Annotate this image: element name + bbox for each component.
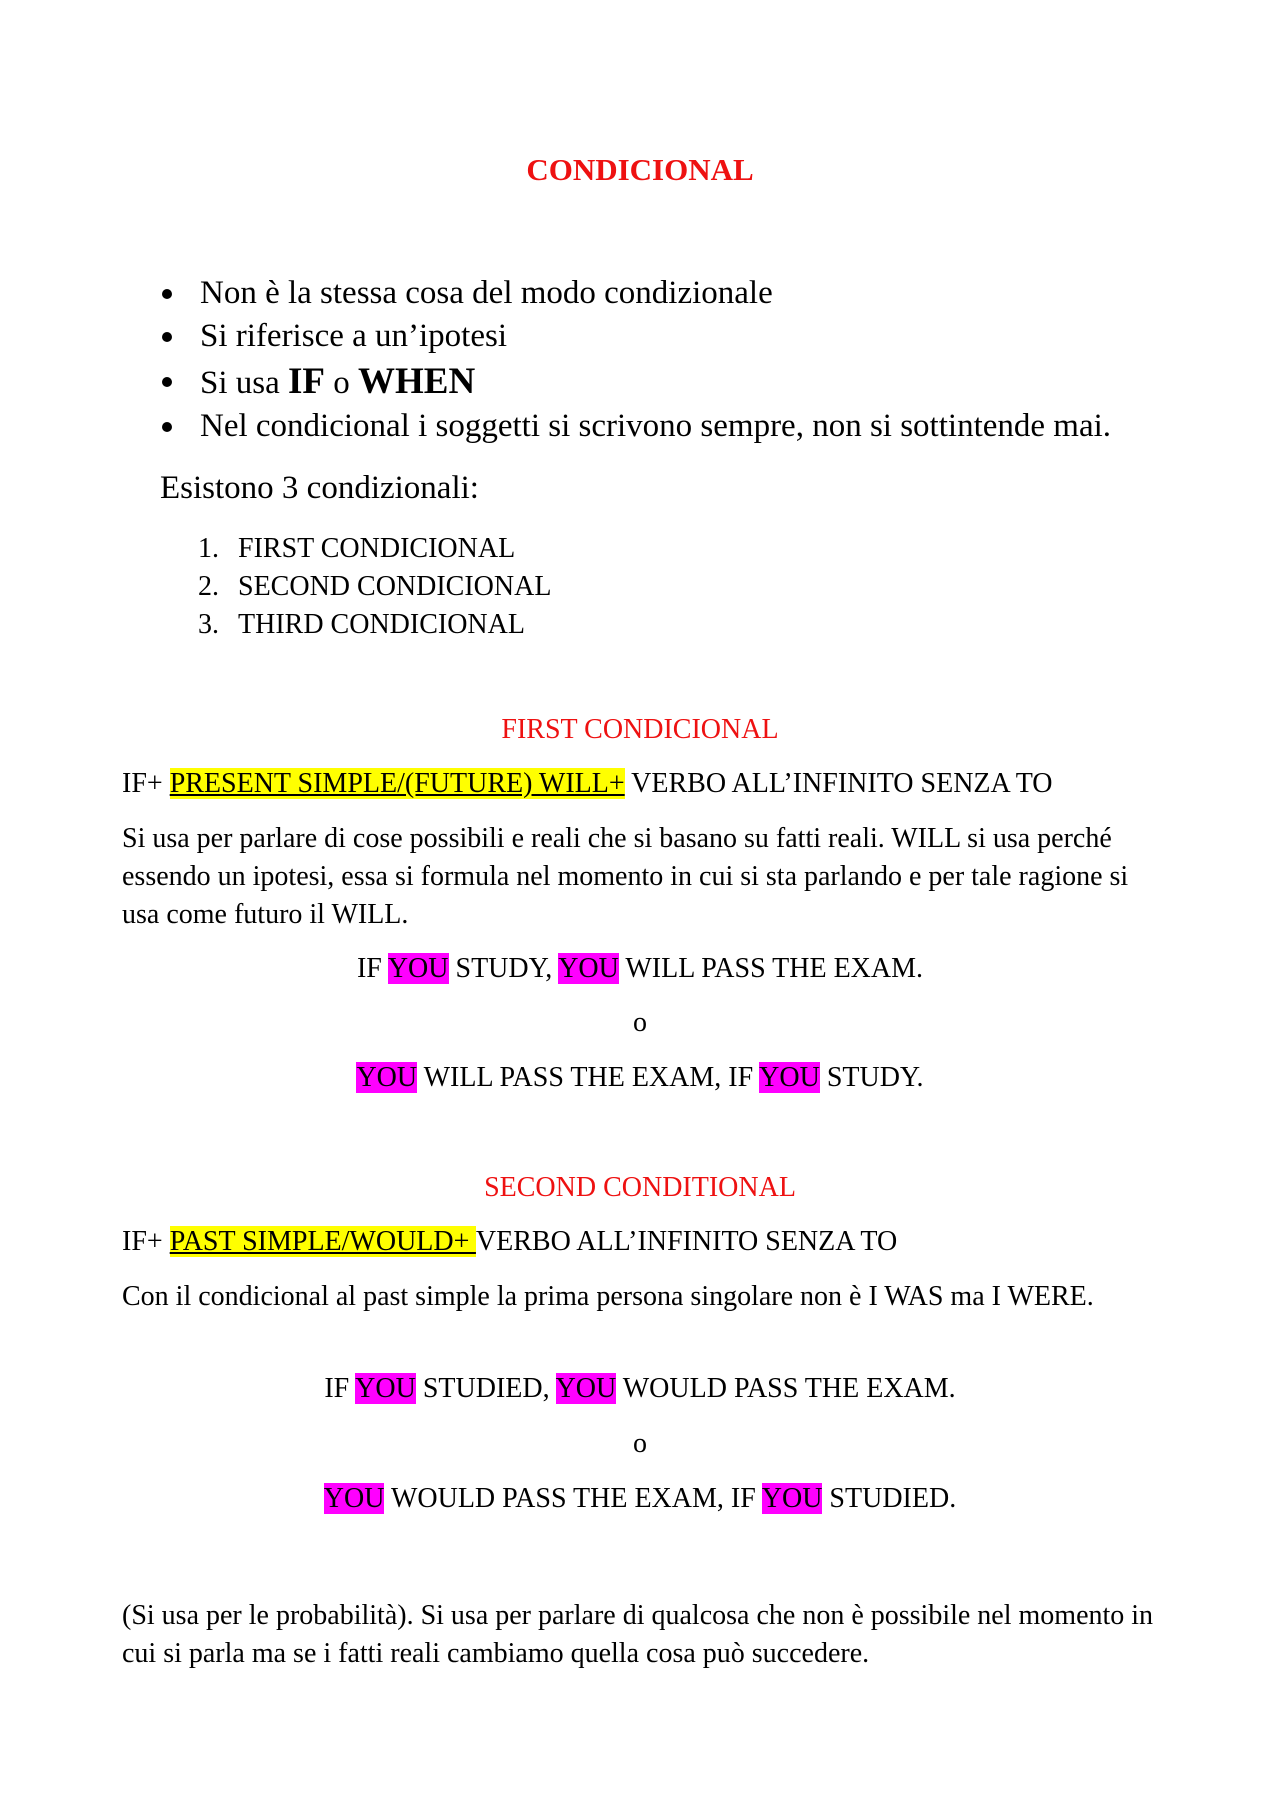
example-text: IF (356, 953, 388, 984)
list-item (0, 606, 551, 644)
subject-highlight: YOU (558, 953, 619, 984)
subject-highlight: YOU (355, 1373, 416, 1404)
formula-suffix: VERBO ALL’INFINITO SENZA TO (624, 768, 1053, 799)
bullet-text: Si usa (200, 365, 289, 401)
example-text: WOULD PASS THE EXAM. (616, 1373, 956, 1404)
example-text: WILL PASS THE EXAM. (618, 953, 924, 984)
list-label: THIRD CONDICIONAL (238, 609, 525, 640)
list-number: 1. (198, 533, 219, 564)
formula-prefix: IF+ (122, 768, 170, 799)
section-heading-second: SECOND CONDITIONAL (484, 1172, 796, 1203)
bullet-item (0, 358, 1111, 405)
formula-highlight: PAST SIMPLE/WOULD+ (169, 1226, 476, 1257)
keyword-when: WHEN (358, 361, 476, 402)
formula-first (122, 768, 1053, 800)
bullet-list (0, 272, 1111, 448)
section-heading-first: FIRST CONDICIONAL (501, 714, 779, 745)
types-list (0, 530, 551, 644)
subject-highlight: YOU (323, 1483, 385, 1514)
subject-highlight: YOU (761, 1483, 823, 1514)
example-text: STUDY. (819, 1062, 924, 1093)
page-title: CONDICIONAL (526, 152, 754, 187)
example-sentence (0, 1062, 1280, 1094)
or-separator: o (633, 1428, 647, 1459)
subject-highlight: YOU (555, 1373, 617, 1404)
example-text: WOULD PASS THE EXAM, IF (384, 1483, 762, 1514)
list-label: SECOND CONDICIONAL (238, 571, 552, 602)
bullet-item: Si riferisce a un’ipotesi (0, 315, 1111, 358)
bullet-text: o (325, 365, 359, 401)
example-text: WILL PASS THE EXAM, IF (417, 1062, 760, 1093)
example-text: STUDIED, (415, 1373, 556, 1404)
formula-highlight: PRESENT SIMPLE/(FUTURE) WILL+ (169, 768, 625, 799)
example-text: IF (324, 1373, 356, 1404)
subject-highlight: YOU (759, 1062, 820, 1093)
example-text: STUDY, (448, 953, 559, 984)
list-item (0, 568, 551, 606)
explanation-first: Si usa per parlare di cose possibili e reali che si basano su fatti reali. WILL si usa perché essendo un ipotesi, essa si formula nel momento in cui si sta parlando e per tale ragione si usa come futuro il WILL. (122, 823, 1129, 930)
formula-second (122, 1226, 897, 1258)
bullet-item: Non è la stessa cosa del modo condizionale (0, 272, 1111, 315)
list-label: FIRST CONDICIONAL (238, 533, 516, 564)
list-item (0, 530, 551, 568)
example-sentence (0, 1373, 1280, 1405)
example-text: STUDIED. (822, 1483, 957, 1514)
example-sentence (0, 1483, 1280, 1515)
intro-text: Esistono 3 condizionali: (160, 470, 479, 506)
subject-highlight: YOU (356, 1062, 418, 1093)
or-separator: o (633, 1007, 647, 1038)
list-number: 2. (198, 571, 219, 602)
bullet-item: Nel condicional i soggetti si scrivono sempre, non si sottintende mai. (0, 405, 1111, 448)
keyword-if: IF (288, 361, 326, 402)
explanation-second: Con il condicional al past simple la prima persona singolare non è I WAS ma I WERE. (122, 1281, 1094, 1312)
formula-prefix: IF+ (122, 1226, 170, 1257)
formula-suffix: VERBO ALL’INFINITO SENZA TO (475, 1226, 898, 1257)
subject-highlight: YOU (387, 953, 449, 984)
example-sentence (0, 953, 1280, 985)
note-paragraph: (Si usa per le probabilità). Si usa per parlare di qualcosa che non è possibile nel momento in cui si parla ma se i fatti reali cambiamo quella cosa può succedere. (122, 1600, 1154, 1669)
list-number: 3. (198, 609, 219, 640)
